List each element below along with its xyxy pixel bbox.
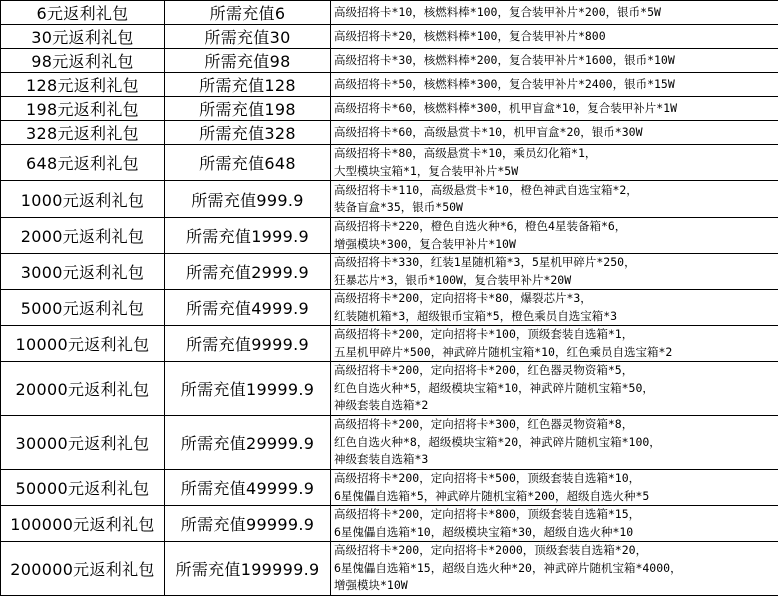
- reward-line: 高级招将卡*220，橙色自选火种*6，橙色4星装备箱*6，: [334, 219, 627, 233]
- recharge-requirement-cell: 所需充值9999.9: [165, 326, 331, 362]
- reward-line: 红色自选火种*5，超级模块宝箱*10，神武碎片随机宝箱*50，: [334, 380, 654, 395]
- recharge-requirement-cell: 所需充值98: [165, 49, 331, 73]
- table-row: [1, 362, 778, 416]
- table-row: [1, 73, 778, 97]
- recharge-requirement-cell: 所需充值198: [165, 97, 331, 121]
- reward-line: 高级招将卡*200，定向招将卡*100，顶级套装自选箱*1，: [334, 327, 634, 341]
- rewards-cell: [331, 290, 778, 326]
- reward-line: 高级招将卡*50，核燃料棒*300，复合装甲补片*2400，银币*15W: [334, 76, 675, 91]
- rebate-table-body: [1, 1, 778, 596]
- pack-name-cell: 3000元返利礼包: [1, 254, 165, 290]
- pack-name-cell: 6元返利礼包: [1, 1, 165, 25]
- rewards-cell: [331, 542, 778, 596]
- recharge-requirement-cell: 所需充值328: [165, 121, 331, 145]
- reward-line: 6星傀儡自选箱*10，超级模块宝箱*30，超级自选火种*10: [334, 524, 634, 539]
- rewards-cell: [331, 416, 778, 470]
- recharge-requirement-cell: 所需充值999.9: [165, 181, 331, 218]
- pack-name-cell: 30元返利礼包: [1, 25, 165, 49]
- rewards-cell: [331, 506, 778, 542]
- reward-line: 高级招将卡*20，核燃料棒*100，复合装甲补片*800: [334, 28, 606, 43]
- pack-name-cell: 98元返利礼包: [1, 49, 165, 73]
- reward-line: 神级套装自选箱*3: [334, 452, 429, 467]
- reward-line: 高级招将卡*200，定向招将卡*300，红色器灵物资箱*8，: [334, 417, 634, 432]
- reward-line: 高级招将卡*200，定向招将卡*2000，顶级套装自选箱*20，: [334, 543, 648, 557]
- rewards-cell: [331, 326, 778, 362]
- pack-name-cell: 100000元返利礼包: [1, 506, 165, 542]
- recharge-requirement-cell: 所需充值2999.9: [165, 254, 331, 290]
- pack-name-cell: 198元返利礼包: [1, 97, 165, 121]
- rewards-cell: [331, 97, 778, 121]
- pack-name-cell: 128元返利礼包: [1, 73, 165, 97]
- table-row: [1, 290, 778, 326]
- reward-line: 狂暴芯片*3，银币*100W，复合装甲补片*20W: [334, 272, 572, 287]
- recharge-requirement-cell: 所需充值4999.9: [165, 290, 331, 326]
- pack-name-cell: 328元返利礼包: [1, 121, 165, 145]
- reward-line: 大型模块宝箱*1，复合装甲补片*5W: [334, 163, 519, 178]
- table-row: [1, 121, 778, 145]
- reward-line: 增强模块*300，复合装甲补片*10W: [334, 236, 516, 251]
- recharge-requirement-cell: 所需充值49999.9: [165, 470, 331, 506]
- table-row: [1, 470, 778, 506]
- rewards-cell: [331, 470, 778, 506]
- table-row: [1, 542, 778, 596]
- recharge-requirement-cell: 所需充值30: [165, 25, 331, 49]
- table-row: [1, 25, 778, 49]
- reward-line: 高级招将卡*200，定向招将卡*500，顶级套装自选箱*10，: [334, 471, 641, 485]
- table-row: [1, 254, 778, 290]
- table-row: [1, 506, 778, 542]
- rewards-cell: [331, 254, 778, 290]
- table-row: [1, 416, 778, 470]
- recharge-requirement-cell: 所需充值29999.9: [165, 416, 331, 470]
- reward-line: 高级招将卡*330，红装1星随机箱*3，5星机甲碎片*250，: [334, 255, 636, 269]
- pack-name-cell: 10000元返利礼包: [1, 326, 165, 362]
- reward-line: 高级招将卡*200，定向招将卡*200，红色器灵物资箱*5，: [334, 363, 634, 378]
- reward-line: 高级招将卡*110，高级悬赏卡*10，橙色神武自选宝箱*2，: [334, 182, 638, 197]
- reward-line: 高级招将卡*80，高级悬赏卡*10，乘员幻化箱*1，: [334, 146, 597, 160]
- pack-name-cell: 648元返利礼包: [1, 145, 165, 181]
- reward-line: 6星傀儡自选箱*5，神武碎片随机宝箱*200，超级自选火种*5: [334, 488, 650, 503]
- recharge-requirement-cell: 所需充值128: [165, 73, 331, 97]
- recharge-requirement-cell: 所需充值6: [165, 1, 331, 25]
- recharge-requirement-cell: 所需充值1999.9: [165, 218, 331, 254]
- reward-line: 6星傀儡自选箱*15，超级自选火种*20，神武碎片随机宝箱*4000，: [334, 560, 682, 575]
- table-row: [1, 218, 778, 254]
- reward-line: 高级招将卡*10，核燃料棒*100，复合装甲补片*200，银币*5W: [334, 4, 661, 19]
- rewards-cell: [331, 49, 778, 73]
- reward-line: 高级招将卡*30，核燃料棒*200，复合装甲补片*1600，银币*10W: [334, 52, 675, 67]
- recharge-requirement-cell: 所需充值648: [165, 145, 331, 181]
- table-row: [1, 145, 778, 181]
- table-row: [1, 97, 778, 121]
- rewards-cell: [331, 181, 778, 218]
- recharge-requirement-cell: 所需充值199999.9: [165, 542, 331, 596]
- recharge-requirement-cell: 所需充值19999.9: [165, 362, 331, 416]
- recharge-requirement-cell: 所需充值99999.9: [165, 506, 331, 542]
- pack-name-cell: 5000元返利礼包: [1, 290, 165, 326]
- reward-line: 装备盲盒*35，银币*50W: [334, 200, 463, 214]
- pack-name-cell: 50000元返利礼包: [1, 470, 165, 506]
- rewards-cell: [331, 1, 778, 25]
- reward-line: 神级套装自选箱*2: [334, 398, 429, 413]
- rewards-cell: [331, 25, 778, 49]
- table-row: [1, 326, 778, 362]
- reward-line: 五星机甲碎片*500，神武碎片随机宝箱*10，红色乘员自选宝箱*2: [334, 344, 673, 359]
- reward-line: 高级招将卡*200，定向招将卡*80，爆裂芯片*3，: [334, 291, 592, 305]
- reward-line: 红色自选火种*8，超级模块宝箱*20，神武碎片随机宝箱*100，: [334, 434, 661, 449]
- rewards-cell: [331, 218, 778, 254]
- pack-name-cell: 20000元返利礼包: [1, 362, 165, 416]
- reward-line: 高级招将卡*60，高级悬赏卡*10，机甲盲盒*20，银币*30W: [334, 124, 643, 139]
- rewards-cell: [331, 121, 778, 145]
- rewards-cell: [331, 362, 778, 416]
- pack-name-cell: 200000元返利礼包: [1, 542, 165, 596]
- table-row: [1, 181, 778, 218]
- reward-line: 高级招将卡*60，核燃料棒*300，机甲盲盒*10，复合装甲补片*1W: [334, 100, 678, 115]
- pack-name-cell: 1000元返利礼包: [1, 181, 165, 218]
- pack-name-cell: 30000元返利礼包: [1, 416, 165, 470]
- table-row: [1, 1, 778, 25]
- reward-line: 红装随机箱*3，超级银币宝箱*5，橙色乘员自选宝箱*3: [334, 308, 618, 323]
- pack-name-cell: 2000元返利礼包: [1, 218, 165, 254]
- table-row: [1, 49, 778, 73]
- reward-line: 高级招将卡*200，定向招将卡*800，顶级套装自选箱*15，: [334, 507, 641, 521]
- reward-line: 增强模块*10W: [334, 578, 408, 592]
- rewards-cell: [331, 73, 778, 97]
- rewards-cell: [331, 145, 778, 181]
